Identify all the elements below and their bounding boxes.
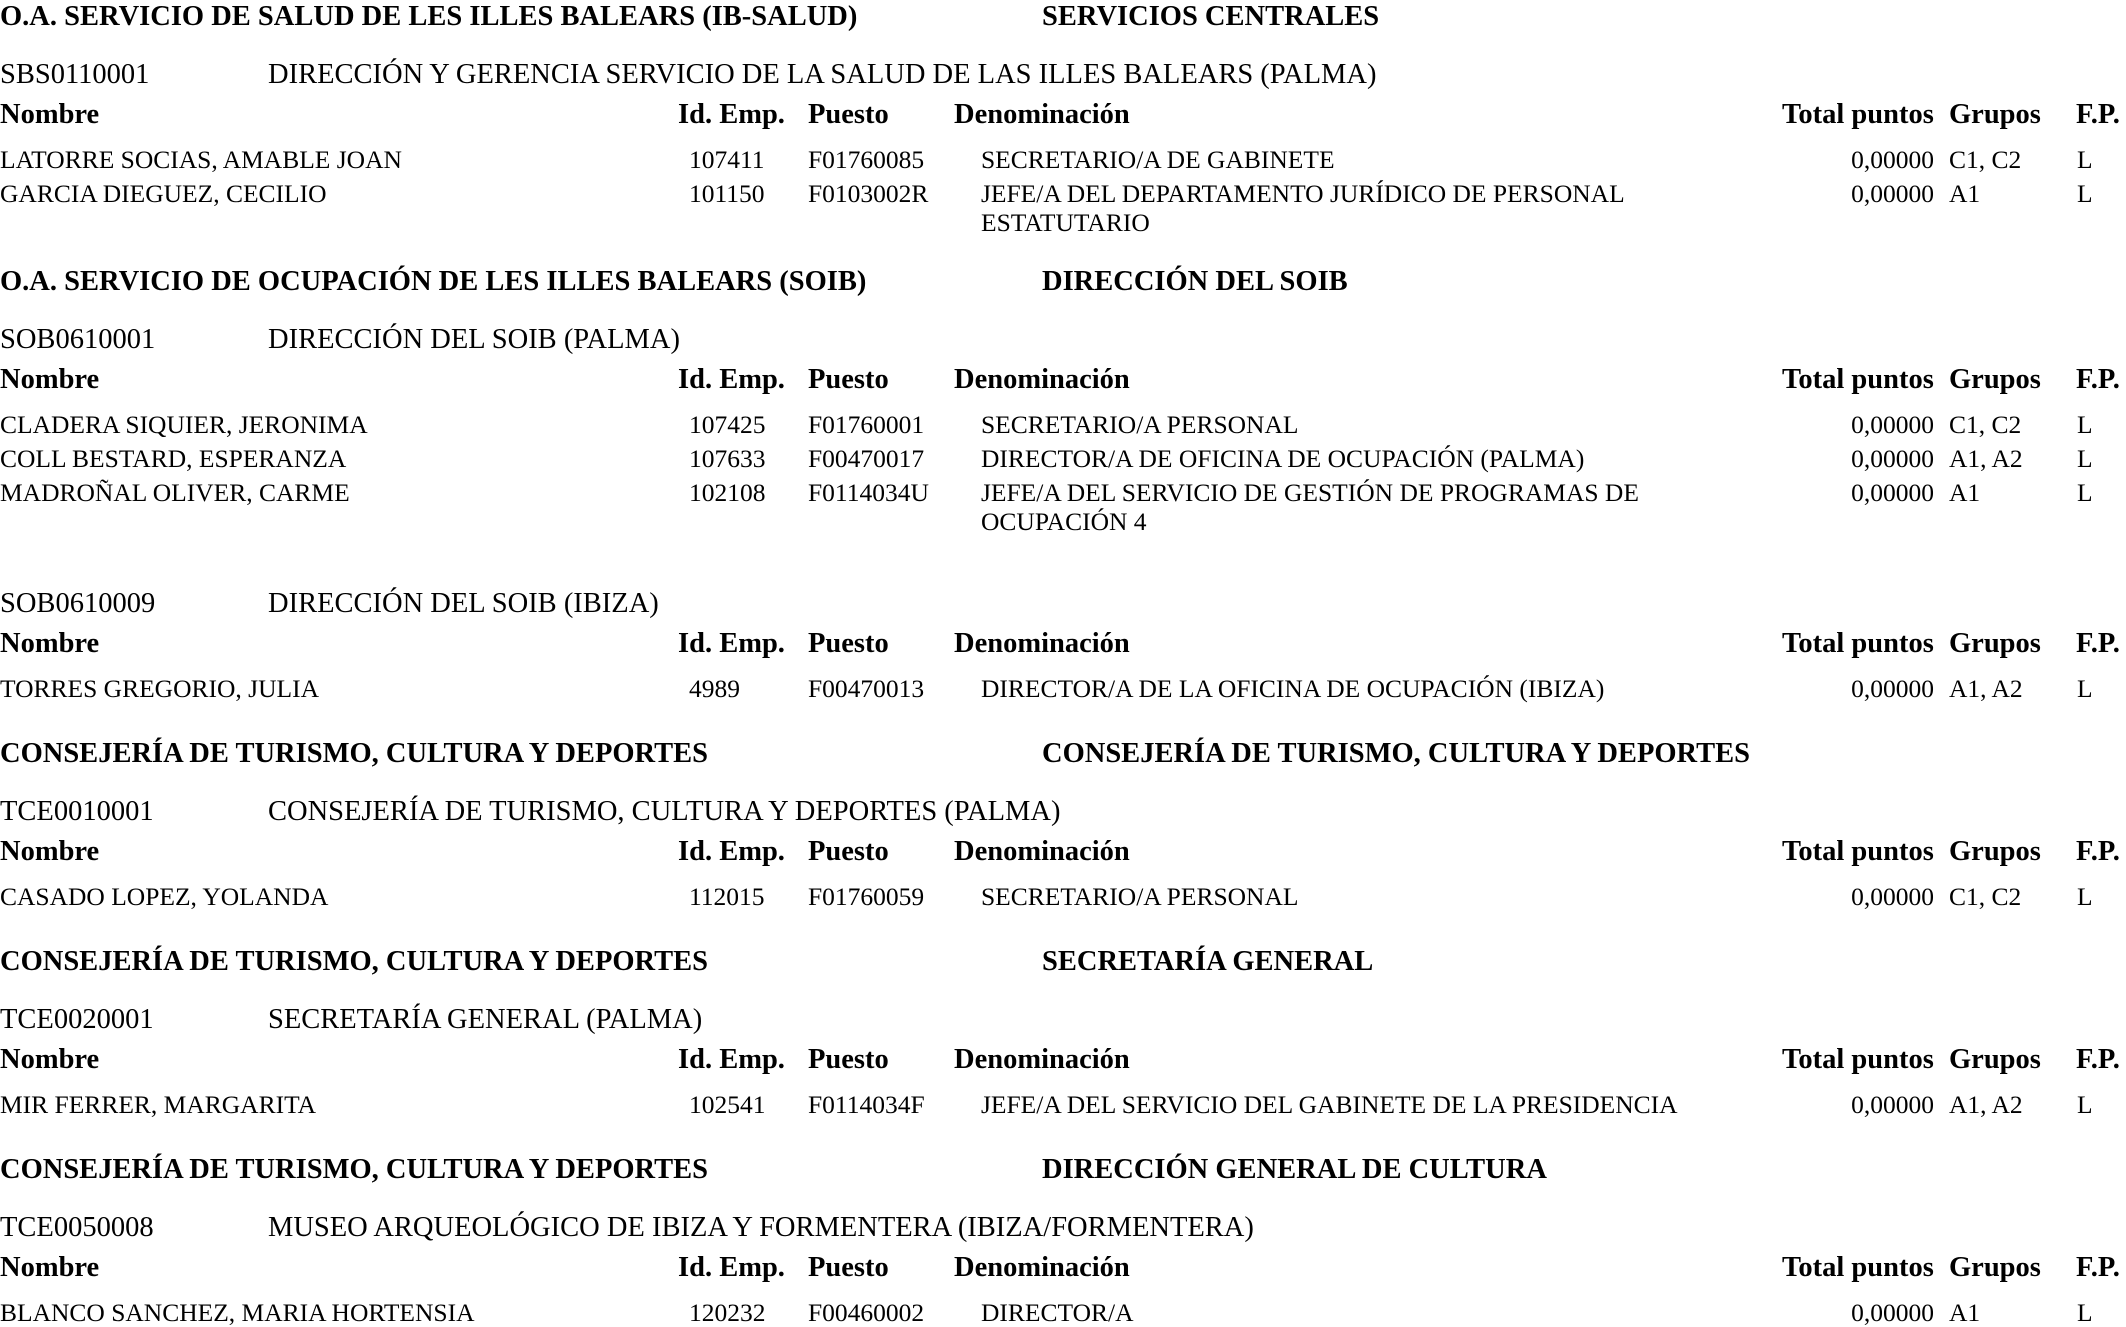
organization-title: CONSEJERÍA DE TURISMO, CULTURA Y DEPORTES — [0, 738, 708, 769]
header-total-puntos: Total puntos — [1782, 1252, 1934, 1283]
header-puesto: Puesto — [808, 836, 889, 867]
cell-nombre: TORRES GREGORIO, JULIA — [0, 674, 319, 703]
header-nombre: Nombre — [0, 1252, 100, 1283]
unit-code: TCE0010001 — [0, 796, 154, 827]
section-soib-ibiza — [0, 529, 2126, 709]
cell-grupos: C1, C2 — [1949, 882, 2022, 911]
header-denominacion: Denominación — [954, 1044, 1130, 1075]
section-turismo-secretaria — [0, 945, 2126, 1125]
header-grupos: Grupos — [1949, 364, 2041, 395]
unit-code: SOB0610001 — [0, 324, 156, 355]
cell-total-puntos: 0,00000 — [1851, 882, 1934, 911]
cell-denominacion: SECRETARIO/A DE GABINETE — [981, 145, 1335, 174]
cell-fp: L — [2077, 478, 2093, 507]
unit-name: DIRECCIÓN DEL SOIB (IBIZA) — [268, 588, 659, 619]
header-nombre: Nombre — [0, 99, 100, 130]
cell-id-emp: 4989 — [689, 674, 740, 703]
section-ib-salud — [0, 0, 2126, 237]
cell-fp: L — [2077, 1298, 2093, 1327]
header-denominacion: Denominación — [954, 99, 1130, 130]
header-grupos: Grupos — [1949, 1252, 2041, 1283]
cell-grupos: A1, A2 — [1949, 674, 2023, 703]
header-nombre: Nombre — [0, 364, 100, 395]
cell-fp: L — [2077, 444, 2093, 473]
cell-fp: L — [2077, 882, 2093, 911]
cell-nombre: MIR FERRER, MARGARITA — [0, 1090, 317, 1119]
cell-id-emp: 101150 — [689, 179, 765, 208]
section-turismo-consejeria — [0, 737, 2126, 917]
cell-grupos: C1, C2 — [1949, 145, 2022, 174]
header-total-puntos: Total puntos — [1782, 628, 1934, 659]
cell-grupos: C1, C2 — [1949, 410, 2022, 439]
section-turismo-cultura — [0, 1153, 2126, 1327]
header-nombre: Nombre — [0, 1044, 100, 1075]
cell-fp: L — [2077, 1090, 2093, 1119]
header-puesto: Puesto — [808, 1044, 889, 1075]
unit-name: CONSEJERÍA DE TURISMO, CULTURA Y DEPORTES (PALMA) — [268, 796, 1061, 827]
cell-fp: L — [2077, 145, 2093, 174]
header-puesto: Puesto — [808, 1252, 889, 1283]
header-grupos: Grupos — [1949, 99, 2041, 130]
cell-id-emp: 107633 — [689, 444, 766, 473]
cell-denominacion: SECRETARIO/A PERSONAL — [981, 410, 1299, 439]
header-fp: F.P. — [2076, 364, 2120, 395]
cell-id-emp: 120232 — [689, 1298, 766, 1327]
cell-grupos: A1, A2 — [1949, 444, 2023, 473]
cell-grupos: A1, A2 — [1949, 1090, 2023, 1119]
cell-total-puntos: 0,00000 — [1851, 478, 1934, 507]
cell-total-puntos: 0,00000 — [1851, 410, 1934, 439]
cell-nombre: COLL BESTARD, ESPERANZA — [0, 444, 347, 473]
cell-nombre: CASADO LOPEZ, YOLANDA — [0, 882, 329, 911]
cell-puesto: F00470013 — [808, 674, 925, 703]
header-fp: F.P. — [2076, 99, 2120, 130]
header-denominacion: Denominación — [954, 836, 1130, 867]
cell-total-puntos: 0,00000 — [1851, 1090, 1934, 1119]
header-id-emp: Id. Emp. — [678, 628, 785, 659]
cell-denominacion: DIRECTOR/A — [981, 1298, 1134, 1327]
cell-fp: L — [2077, 179, 2093, 208]
header-puesto: Puesto — [808, 99, 889, 130]
header-total-puntos: Total puntos — [1782, 364, 1934, 395]
cell-total-puntos: 0,00000 — [1851, 674, 1934, 703]
cell-fp: L — [2077, 410, 2093, 439]
cell-denominacion: JEFE/A DEL DEPARTAMENTO JURÍDICO DE PERSONAL ESTATUTARIO — [981, 179, 1624, 237]
cell-puesto: F0114034F — [808, 1090, 925, 1119]
department-title: SECRETARÍA GENERAL — [1042, 946, 1374, 977]
cell-nombre: MADROÑAL OLIVER, CARME — [0, 478, 350, 507]
header-grupos: Grupos — [1949, 1044, 2041, 1075]
header-id-emp: Id. Emp. — [678, 1252, 785, 1283]
header-fp: F.P. — [2076, 1252, 2120, 1283]
department-title: DIRECCIÓN GENERAL DE CULTURA — [1042, 1154, 1547, 1185]
cell-fp: L — [2077, 674, 2093, 703]
unit-name: SECRETARÍA GENERAL (PALMA) — [268, 1004, 703, 1035]
header-nombre: Nombre — [0, 628, 100, 659]
header-denominacion: Denominación — [954, 364, 1130, 395]
organization-title: CONSEJERÍA DE TURISMO, CULTURA Y DEPORTES — [0, 946, 708, 977]
header-id-emp: Id. Emp. — [678, 364, 785, 395]
header-total-puntos: Total puntos — [1782, 99, 1934, 130]
header-fp: F.P. — [2076, 628, 2120, 659]
unit-name: DIRECCIÓN Y GERENCIA SERVICIO DE LA SALUD DE LAS ILLES BALEARS (PALMA) — [268, 59, 1377, 90]
cell-puesto: F0103002R — [808, 179, 929, 208]
header-id-emp: Id. Emp. — [678, 99, 785, 130]
cell-denominacion: SECRETARIO/A PERSONAL — [981, 882, 1299, 911]
cell-total-puntos: 0,00000 — [1851, 444, 1934, 473]
cell-id-emp: 107425 — [689, 410, 766, 439]
header-id-emp: Id. Emp. — [678, 836, 785, 867]
header-total-puntos: Total puntos — [1782, 836, 1934, 867]
header-fp: F.P. — [2076, 836, 2120, 867]
cell-puesto: F01760059 — [808, 882, 925, 911]
department-title: SERVICIOS CENTRALES — [1042, 1, 1380, 32]
cell-nombre: BLANCO SANCHEZ, MARIA HORTENSIA — [0, 1298, 475, 1327]
header-fp: F.P. — [2076, 1044, 2120, 1075]
cell-denominacion: JEFE/A DEL SERVICIO DE GESTIÓN DE PROGRAMAS DE OCUPACIÓN 4 — [981, 478, 1639, 536]
header-nombre: Nombre — [0, 836, 100, 867]
cell-grupos: A1 — [1949, 478, 1981, 507]
cell-denominacion: JEFE/A DEL SERVICIO DEL GABINETE DE LA PRESIDENCIA — [981, 1090, 1678, 1119]
organization-title: O.A. SERVICIO DE OCUPACIÓN DE LES ILLES BALEARS (SOIB) — [0, 266, 867, 297]
cell-id-emp: 112015 — [689, 882, 765, 911]
header-denominacion: Denominación — [954, 628, 1130, 659]
unit-code: SOB0610009 — [0, 588, 156, 619]
unit-code: TCE0020001 — [0, 1004, 154, 1035]
organization-title: CONSEJERÍA DE TURISMO, CULTURA Y DEPORTES — [0, 1154, 708, 1185]
header-puesto: Puesto — [808, 364, 889, 395]
header-grupos: Grupos — [1949, 836, 2041, 867]
cell-grupos: A1 — [1949, 179, 1981, 208]
cell-nombre: LATORRE SOCIAS, AMABLE JOAN — [0, 145, 402, 174]
header-total-puntos: Total puntos — [1782, 1044, 1934, 1075]
cell-nombre: CLADERA SIQUIER, JERONIMA — [0, 410, 368, 439]
cell-total-puntos: 0,00000 — [1851, 1298, 1934, 1327]
cell-puesto: F01760001 — [808, 410, 925, 439]
organization-title: O.A. SERVICIO DE SALUD DE LES ILLES BALEARS (IB-SALUD) — [0, 1, 858, 32]
cell-total-puntos: 0,00000 — [1851, 179, 1934, 208]
unit-code: SBS0110001 — [0, 59, 150, 90]
header-puesto: Puesto — [808, 628, 889, 659]
department-title: CONSEJERÍA DE TURISMO, CULTURA Y DEPORTES — [1042, 738, 1750, 769]
cell-denominacion: DIRECTOR/A DE LA OFICINA DE OCUPACIÓN (IBIZA) — [981, 674, 1605, 703]
cell-puesto: F01760085 — [808, 145, 925, 174]
header-id-emp: Id. Emp. — [678, 1044, 785, 1075]
section-soib — [0, 265, 2126, 535]
cell-total-puntos: 0,00000 — [1851, 145, 1934, 174]
header-denominacion: Denominación — [954, 1252, 1130, 1283]
cell-puesto: F0114034U — [808, 478, 929, 507]
cell-id-emp: 102541 — [689, 1090, 766, 1119]
cell-id-emp: 107411 — [689, 145, 765, 174]
cell-grupos: A1 — [1949, 1298, 1981, 1327]
unit-name: MUSEO ARQUEOLÓGICO DE IBIZA Y FORMENTERA (IBIZA/FORMENTERA) — [268, 1212, 1254, 1243]
department-title: DIRECCIÓN DEL SOIB — [1042, 266, 1348, 297]
unit-name: DIRECCIÓN DEL SOIB (PALMA) — [268, 324, 680, 355]
cell-id-emp: 102108 — [689, 478, 766, 507]
header-grupos: Grupos — [1949, 628, 2041, 659]
cell-puesto: F00470017 — [808, 444, 925, 473]
cell-nombre: GARCIA DIEGUEZ, CECILIO — [0, 179, 327, 208]
cell-denominacion: DIRECTOR/A DE OFICINA DE OCUPACIÓN (PALMA) — [981, 444, 1585, 473]
unit-code: TCE0050008 — [0, 1212, 154, 1243]
cell-puesto: F00460002 — [808, 1298, 925, 1327]
